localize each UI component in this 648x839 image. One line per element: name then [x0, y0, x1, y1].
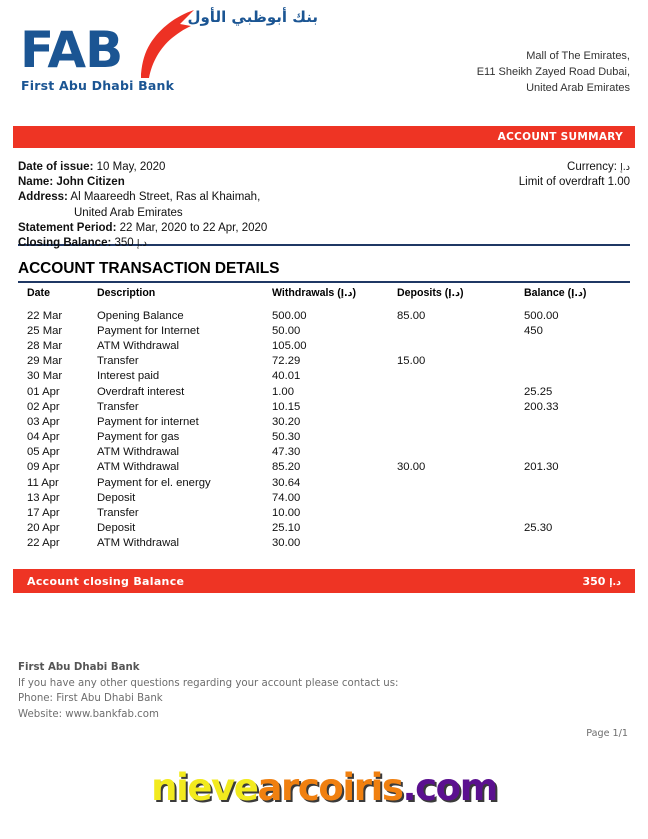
- closing-balance-bar-label: Account closing Balance: [27, 574, 185, 588]
- cell-date: 11 Apr: [27, 476, 59, 489]
- footer-website-line: Website: www.bankfab.com: [18, 708, 159, 720]
- footer-phone-line: Phone: First Abu Dhabi Bank: [18, 693, 163, 704]
- cell-withdrawals: 30.64: [272, 476, 301, 489]
- cell-date: 13 Apr: [27, 491, 60, 504]
- date-of-issue-value: 10 May, 2020: [96, 161, 166, 173]
- bank-name-english: First Abu Dhabi Bank: [21, 78, 175, 93]
- cell-date: 30 Mar: [27, 370, 63, 383]
- cell-description: Transfer: [97, 507, 139, 520]
- table-row: [18, 445, 630, 460]
- table-row: [18, 475, 630, 490]
- branch-address-line-2: E11 Sheikh Zayed Road Dubai,: [476, 66, 630, 78]
- cell-balance: [524, 369, 630, 384]
- transactions-table: [18, 283, 630, 551]
- cell-date: 09 Apr: [27, 461, 60, 474]
- address-label: Address:: [18, 191, 68, 204]
- table-row: [18, 338, 630, 353]
- cell-balance: [524, 338, 630, 353]
- cell-date: 17 Apr: [27, 507, 60, 520]
- footer-bank-name: First Abu Dhabi Bank: [18, 662, 140, 673]
- cell-deposits: [397, 505, 524, 520]
- cell-balance: 450: [524, 324, 543, 337]
- branch-address: [477, 48, 630, 96]
- bank-name-arabic: بنك أبوظبي الأول: [187, 8, 318, 26]
- cell-deposits: [397, 490, 524, 505]
- table-row: [18, 460, 630, 475]
- closing-balance-bar: [13, 569, 635, 593]
- cell-description: Payment for gas: [97, 431, 180, 444]
- table-row: [18, 399, 630, 414]
- cell-withdrawals: 47.30: [272, 446, 301, 459]
- address-value-line-2: United Arab Emirates: [74, 206, 183, 219]
- cell-deposits: 85.00: [397, 309, 426, 322]
- cell-balance: 500.00: [524, 309, 559, 322]
- column-header-balance-text: Balance: [524, 287, 565, 299]
- closing-balance-value: 350: [114, 237, 134, 250]
- logo-mark: [18, 21, 318, 79]
- cell-withdrawals: 500.00: [272, 309, 307, 322]
- table-row: [18, 323, 630, 338]
- cell-description: Transfer: [97, 355, 139, 368]
- cell-deposits: [397, 521, 524, 536]
- name-value: John Citizen: [56, 176, 125, 189]
- currency-row: [519, 160, 630, 175]
- cell-date: 05 Apr: [27, 446, 60, 459]
- logo-wordmark: FAB: [20, 21, 123, 79]
- branch-address-line-3: United Arab Emirates: [526, 82, 630, 94]
- cell-withdrawals: 30.20: [272, 415, 301, 428]
- cell-balance: [524, 536, 630, 551]
- watermark-part-3: .com: [402, 766, 497, 809]
- table-row: [18, 384, 630, 399]
- cell-withdrawals: 85.20: [272, 461, 301, 474]
- cell-deposits: 15.00: [397, 355, 426, 368]
- cell-balance: [524, 430, 630, 445]
- table-row: [18, 354, 630, 369]
- column-header-description: Description: [97, 287, 156, 299]
- address-row: [18, 190, 630, 220]
- cell-withdrawals: 10.00: [272, 507, 301, 520]
- footer-contact-line: If you have any other questions regarding your account please contact us:: [18, 677, 399, 689]
- watermark: [0, 766, 648, 809]
- closing-balance-bar-value: 350: [582, 574, 606, 588]
- table-row: [18, 414, 630, 429]
- swoosh-icon: [136, 8, 196, 80]
- cell-deposits: [397, 369, 524, 384]
- closing-balance-bar-amount: [582, 575, 621, 588]
- cell-deposits: [397, 399, 524, 414]
- account-summary-section: [18, 148, 630, 250]
- column-header-balance: Balance (د.إ): [524, 287, 587, 299]
- column-header-withdrawals-text: Withdrawals: [272, 287, 335, 299]
- cell-withdrawals: 105.00: [272, 339, 307, 352]
- branch-address-line-1: Mall of The Emirates,: [526, 50, 630, 62]
- cell-balance: [524, 475, 630, 490]
- name-label: Name:: [18, 176, 54, 189]
- cell-deposits: [397, 475, 524, 490]
- cell-withdrawals: 50.30: [272, 431, 301, 444]
- cell-balance: 201.30: [524, 461, 559, 474]
- closing-balance-currency-symbol: د.إ: [136, 238, 147, 250]
- cell-balance: 25.25: [524, 385, 553, 398]
- cell-balance: [524, 445, 630, 460]
- statement-period-value: 22 Mar, 2020 to 22 Apr, 2020: [119, 221, 268, 234]
- cell-withdrawals: 10.15: [272, 400, 301, 413]
- table-row: [18, 308, 630, 323]
- cell-description: Transfer: [97, 400, 139, 413]
- date-of-issue-label: Date of issue:: [18, 161, 94, 173]
- cell-description: Payment for el. energy: [97, 476, 211, 489]
- cell-date: 29 Mar: [27, 355, 63, 368]
- deposits-currency-symbol: د.إ: [448, 288, 460, 299]
- transactions-title: ACCOUNT TRANSACTION DETAILS: [18, 260, 280, 277]
- cell-description: ATM Withdrawal: [97, 446, 180, 459]
- statement-period-label: Statement Period:: [18, 221, 117, 234]
- withdrawals-currency-symbol: د.إ: [340, 288, 353, 299]
- cell-deposits: [397, 430, 524, 445]
- cell-deposits: [397, 323, 524, 338]
- overdraft-limit: Limit of overdraft 1.00: [518, 176, 630, 189]
- closing-balance-label: Closing Balance:: [18, 237, 112, 250]
- cell-deposits: [397, 536, 524, 551]
- table-row: [18, 505, 630, 520]
- address-value-line-1: Al Maareedh Street, Ras al Khaimah,: [70, 191, 261, 204]
- cell-description: Deposit: [97, 522, 136, 535]
- table-row: [18, 430, 630, 445]
- account-summary-label: ACCOUNT SUMMARY: [497, 131, 623, 143]
- cell-date: 20 Apr: [27, 522, 60, 535]
- table-row: [18, 521, 630, 536]
- cell-date: 22 Mar: [27, 309, 63, 322]
- table-header-row: [18, 283, 630, 308]
- cell-date: 03 Apr: [27, 415, 60, 428]
- column-header-deposits: Deposits (د.إ): [397, 287, 464, 299]
- currency-info: [519, 160, 630, 190]
- cell-description: Payment for Internet: [97, 324, 200, 337]
- cell-deposits: [397, 414, 524, 429]
- cell-description: Overdraft interest: [97, 385, 185, 398]
- cell-balance: 25.30: [524, 522, 553, 535]
- cell-deposits: [397, 338, 524, 353]
- table-row: [18, 490, 630, 505]
- currency-symbol: د.إ: [620, 162, 630, 173]
- cell-balance: [524, 490, 630, 505]
- cell-date: 25 Mar: [27, 324, 63, 337]
- cell-withdrawals: 72.29: [272, 355, 301, 368]
- transactions-body: [18, 308, 630, 551]
- cell-balance: [524, 505, 630, 520]
- column-header-withdrawals: Withdrawals (د.إ): [272, 287, 357, 299]
- cell-description: ATM Withdrawal: [97, 537, 180, 550]
- table-row: [18, 536, 630, 551]
- cell-deposits: [397, 384, 524, 399]
- cell-description: ATM Withdrawal: [97, 461, 180, 474]
- cell-withdrawals: 25.10: [272, 522, 301, 535]
- cell-description: Interest paid: [97, 370, 160, 383]
- cell-withdrawals: 40.01: [272, 370, 301, 383]
- watermark-part-1: nieve: [151, 766, 258, 809]
- document-header: [0, 0, 648, 120]
- cell-description: Payment for internet: [97, 415, 199, 428]
- column-header-deposits-text: Deposits: [397, 287, 442, 299]
- statement-period-row: [18, 221, 630, 236]
- cell-description: Deposit: [97, 491, 136, 504]
- bank-logo: [18, 8, 318, 93]
- cell-description: Opening Balance: [97, 309, 184, 322]
- closing-balance-bar-currency-symbol: د.إ: [609, 576, 621, 588]
- cell-date: 01 Apr: [27, 385, 60, 398]
- cell-balance: [524, 414, 630, 429]
- page-number: Page 1/1: [586, 728, 628, 739]
- cell-description: ATM Withdrawal: [97, 339, 180, 352]
- cell-date: 28 Mar: [27, 339, 63, 352]
- cell-balance: [524, 354, 630, 369]
- closing-balance-row: [18, 236, 630, 251]
- cell-date: 02 Apr: [27, 400, 60, 413]
- cell-withdrawals: 74.00: [272, 491, 301, 504]
- balance-currency-symbol: د.إ: [571, 288, 583, 299]
- cell-withdrawals: 30.00: [272, 537, 301, 550]
- document-footer: [18, 660, 398, 722]
- column-header-date: Date: [27, 287, 50, 299]
- watermark-part-2: arcoiris: [257, 766, 403, 809]
- currency-label: Currency:: [567, 161, 617, 173]
- cell-deposits: 30.00: [397, 461, 426, 474]
- cell-withdrawals: 50.00: [272, 324, 301, 337]
- cell-balance: 200.33: [524, 400, 559, 413]
- cell-deposits: [397, 445, 524, 460]
- account-summary-bar: [13, 126, 635, 148]
- table-row: [18, 369, 630, 384]
- cell-date: 22 Apr: [27, 537, 60, 550]
- cell-withdrawals: 1.00: [272, 385, 294, 398]
- cell-date: 04 Apr: [27, 431, 60, 444]
